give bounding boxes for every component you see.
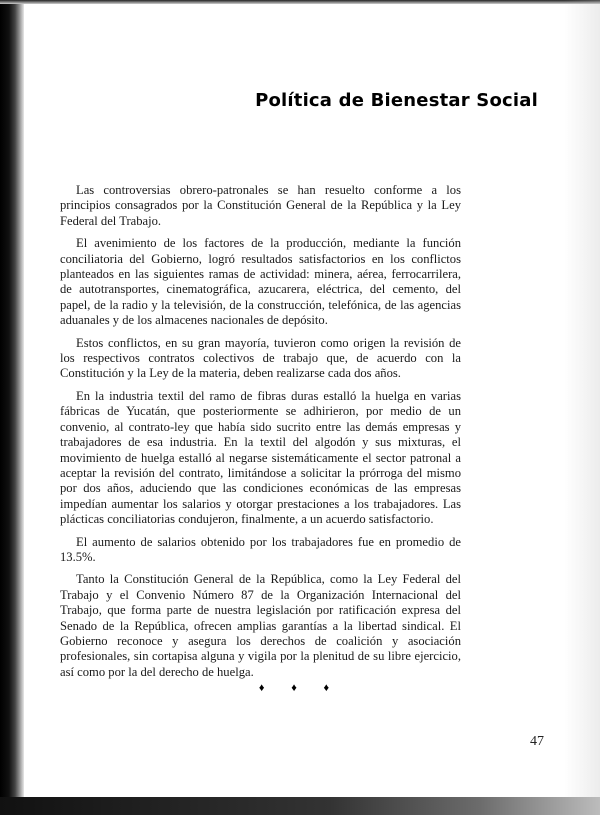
paragraph: Las controversias obrero-patronales se han resuelto conforme a los principios consagrados por la Constitución General de la República y la Ley Federal del Trabajo. <box>60 183 461 228</box>
paragraph: El aumento de salarios obtenido por los trabajadores fue en promedio de 13.5%. <box>60 534 461 564</box>
body-text <box>60 183 461 687</box>
paragraph: Tanto la Constitución General de la República, como la Ley Federal del Trabajo y el Convenio Número 87 de la Organización Internacional del Trabajo, que forma parte de nuestra legislación por ratificación expresa del Senado de la República, ofrecen amplias garantías a la libertad sindical. El Gobierno reconoce y asegura los derechos de coalición y asociación profesionales, sin cortapisa alguna y vigila por la plenitud de su libre ejercicio, así como por la del derecho de huelga. <box>60 572 461 679</box>
page-edge-shadow-bottom <box>0 797 600 815</box>
section-end-ornament: ♦ ♦ ♦ <box>258 682 342 694</box>
paragraph: En la industria textil del ramo de fibras duras estalló la huelga en varias fábricas de Yucatán, que posteriormente se adhirieron, por medio de un convenio, al contrato-ley que había sido sucrito entre las demás empresas y trabajadores de esa industria. En la textil del algodón y sus mixturas, el movimiento de huelga estalló al negarse sistemáticamente el sector patronal a aceptar la revisión del contrato, limitándose a solicitar la prórroga del mismo por dos años, aduciendo que las condiciones económicas de las empresas impedían aumentar los salarios y otorgar prestaciones a los trabajadores. Las plácticas conciliatorias condujeron, finalmente, a un acuerdo satisfactorio. <box>60 388 461 527</box>
section-title: Política de Bienestar Social <box>255 90 538 111</box>
page-number: 47 <box>530 734 544 749</box>
paragraph: El avenimiento de los factores de la producción, mediante la función conciliatoria del Gobierno, logró resultados satisfactorios en los conflictos planteados en las siguientes ramas de actividad: minera, aérea, ferrocarrilera, de autotransportes, cinematográfica, azucarera, eléctrica, del cemento, del papel, de la radio y la televisión, de la construcción, telefónica, de las agencias aduanales y de los almacenes nacionales de depósito. <box>60 236 461 328</box>
paragraph: Estos conflictos, en su gran mayoría, tuvieron como origen la revisión de los respectivos contratos colectivos de trabajo que, de acuerdo con la Constitución y la Ley de la materia, deben realizarse cada dos años. <box>60 335 461 381</box>
page-edge-shadow-top <box>0 0 600 4</box>
